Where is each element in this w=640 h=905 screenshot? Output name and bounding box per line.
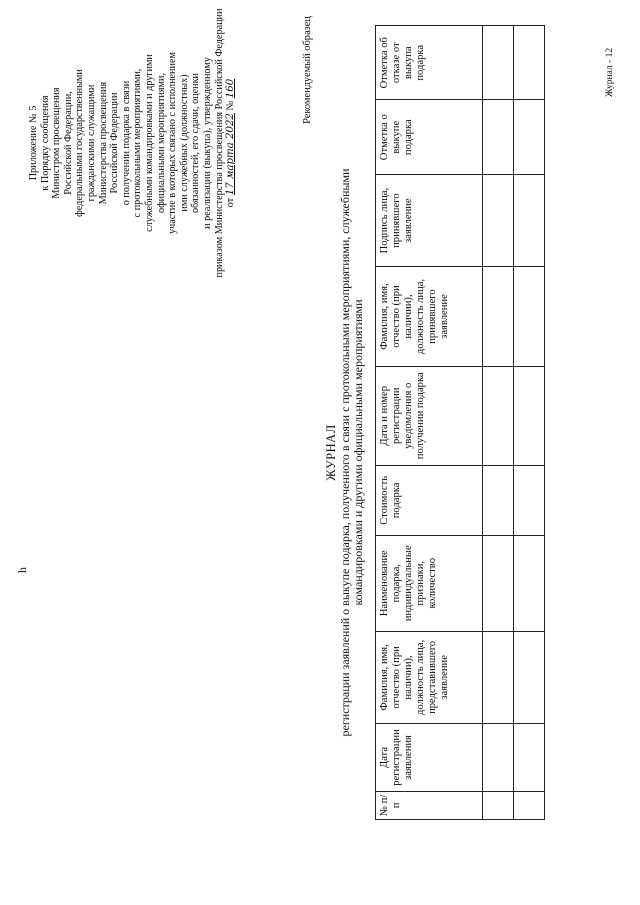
- table-cell: [514, 791, 545, 819]
- table-cell: [483, 535, 514, 631]
- header-buyout-mark: Отметка о выкупе подарка: [376, 100, 483, 174]
- appendix-line: приказом Министерства просвещения Российской Федерации: [213, 8, 225, 278]
- recommended-sample-label: Рекомендуемый образец: [302, 16, 313, 124]
- appendix-line: ими служебных (должностных): [178, 74, 190, 212]
- appendix-header: [28, 0, 237, 293]
- table-cell: [483, 465, 514, 535]
- page-footer-label: Журнал - 12: [605, 47, 615, 97]
- header-registration-date: Дата регистрации заявления: [376, 724, 483, 792]
- appendix-line: служебными командировками и другими: [143, 54, 155, 232]
- table-cell: [483, 100, 514, 174]
- table-cell: [483, 791, 514, 819]
- table-cell: [514, 26, 545, 101]
- table-cell: [514, 100, 545, 174]
- appendix-line: официальными мероприятиями,: [155, 73, 167, 214]
- journal-title: ЖУРНАЛ: [324, 424, 338, 481]
- table-row: [483, 26, 514, 820]
- appendix-line: гражданскими служащими: [85, 84, 97, 202]
- appendix-line: Приложение № 5: [28, 105, 39, 181]
- scan-artifact-mark: h: [15, 567, 29, 573]
- appendix-line: с протокольными мероприятиями,: [132, 68, 144, 218]
- number-prefix: №: [225, 100, 237, 111]
- handwritten-date: 17 марта 2022: [225, 113, 237, 196]
- table-cell: [514, 267, 545, 366]
- appendix-line: Российской Федерации: [109, 92, 121, 194]
- table-cell: [483, 631, 514, 723]
- table-cell: [483, 174, 514, 266]
- table-cell: [483, 724, 514, 792]
- appendix-line: и реализации (выкупа), утвержденному: [201, 57, 213, 229]
- table-row: [514, 26, 545, 820]
- journal-title-block: [325, 80, 366, 825]
- table-cell: [483, 366, 514, 465]
- header-receiver: Фамилия, имя, отчество (при наличии), должность лица, принявшего заявление: [376, 267, 483, 366]
- appendix-line: о получении подарка в связи: [120, 80, 132, 206]
- handwritten-number: 160: [225, 78, 237, 99]
- registration-journal-table: [375, 25, 545, 820]
- appendix-line: Российской Федерации,: [62, 91, 74, 195]
- appendix-line: Министерства просвещения: [97, 81, 109, 205]
- header-receiver-signature: Подпись лица, принявшего заявление: [376, 174, 483, 266]
- header-refusal-mark: Отметка об отказе от выкупа подарка: [376, 26, 483, 101]
- header-notification-date-number: Дата и номер регистрации уведомления о получении подарка: [376, 366, 483, 465]
- appendix-line: к Порядку сообщения: [39, 95, 51, 191]
- table-cell: [514, 366, 545, 465]
- table-cell: [514, 174, 545, 266]
- appendix-line: обязанностей, его сдачи, оценки: [190, 72, 202, 214]
- appendix-line: Министром просвещения: [51, 87, 63, 199]
- table-cell: [514, 724, 545, 792]
- appendix-line: федеральными государственными: [74, 69, 86, 217]
- table-cell: [514, 631, 545, 723]
- journal-subtitle-line: командировками и другими официальными мероприятиями: [351, 299, 365, 606]
- table-cell: [514, 535, 545, 631]
- table-cell: [514, 465, 545, 535]
- header-number: № п/п: [376, 791, 483, 819]
- appendix-line: участие в которых связано с исполнением: [167, 52, 179, 234]
- table-cell: [483, 26, 514, 101]
- table-cell: [483, 267, 514, 366]
- header-gift-cost: Стоимость подарка: [376, 465, 483, 535]
- header-applicant: Фамилия, имя, отчество (при наличии), должность лица, представившего заявление: [376, 631, 483, 723]
- table-header-row: [376, 26, 483, 820]
- journal-subtitle-line: регистрации заявлений о выкупе подарка, полученного в связи с протокольными мероприятиями, служебными: [337, 168, 352, 737]
- header-gift-name: Наименование подарка, индивидуальные признаки, количество: [376, 535, 483, 631]
- date-prefix: от: [225, 197, 237, 208]
- order-date-line: [225, 0, 237, 293]
